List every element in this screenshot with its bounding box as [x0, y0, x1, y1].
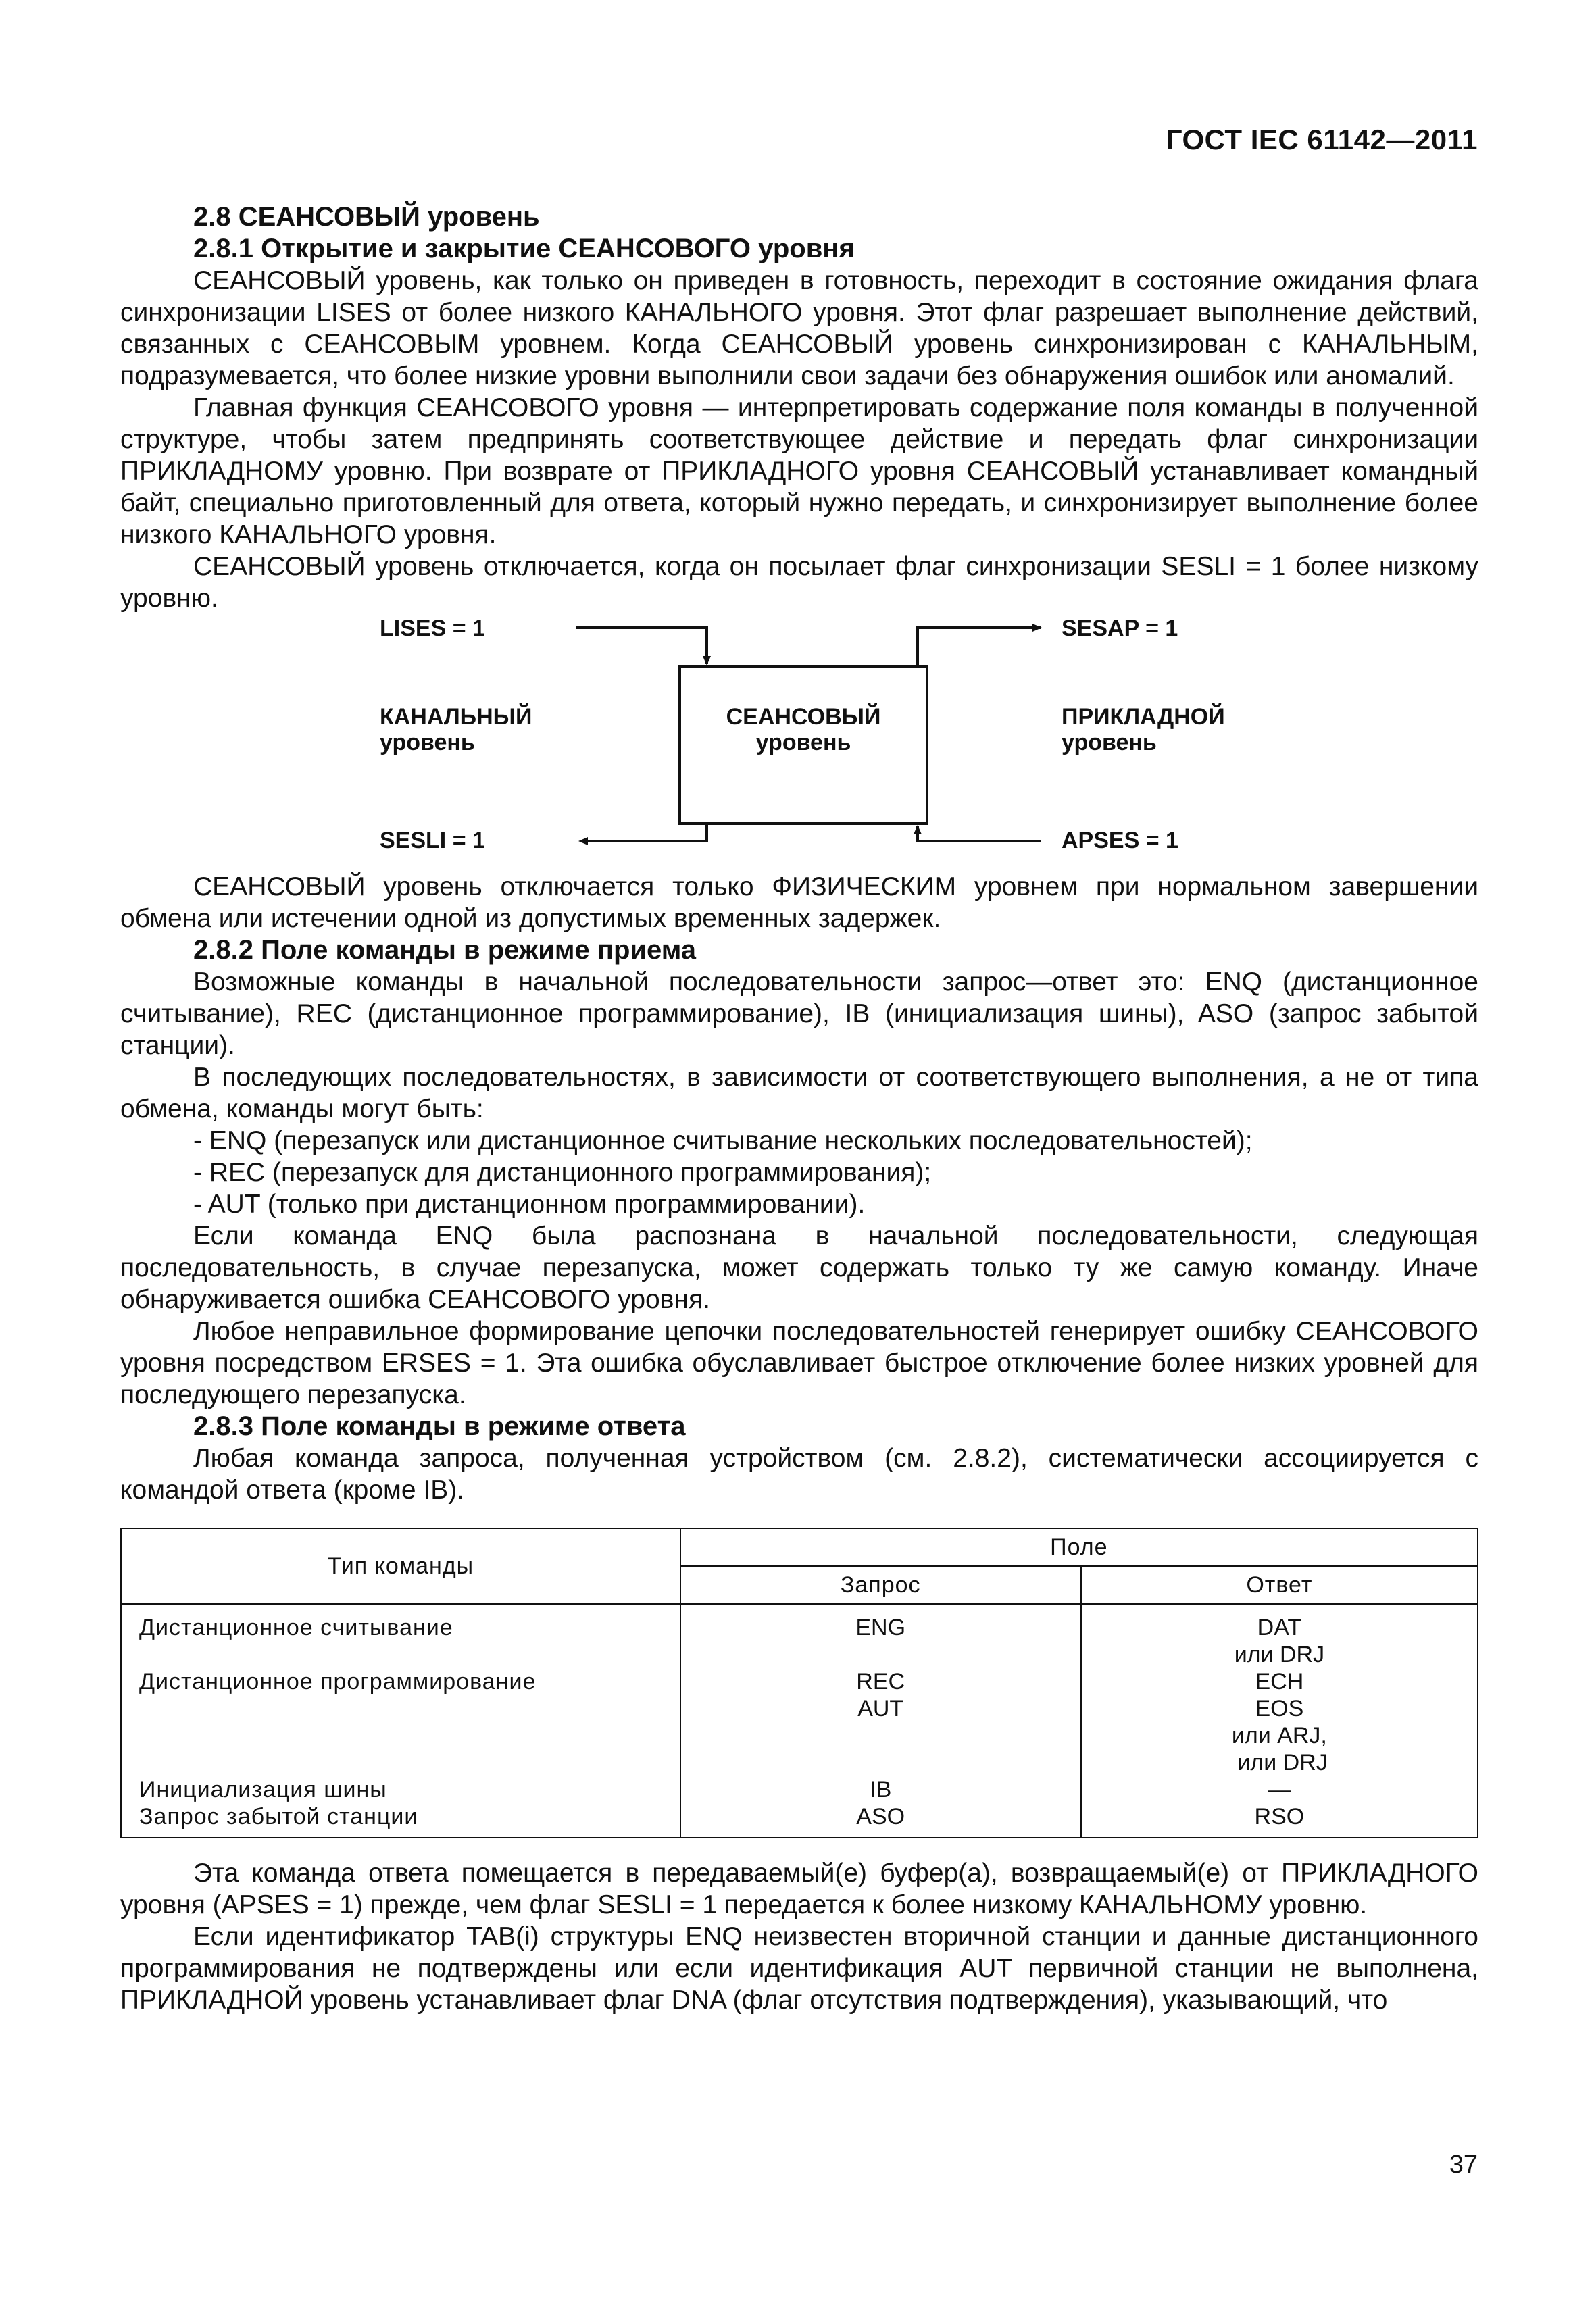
- table-cell: REC: [856, 1669, 905, 1694]
- paragraph: Если команда ENQ была распознана в начальной последовательности, следующая последовательность, в случае перезапуска, может содержать только ту же самую команду. Иначе обнаруживается ошибка СЕАНСОВОГО уровня.: [120, 1222, 1478, 1314]
- table-cell: EOS: [1255, 1696, 1304, 1721]
- header-field: Поле: [680, 1528, 1478, 1566]
- table-cell: [139, 1749, 680, 1776]
- table-cell: ASO: [856, 1804, 905, 1830]
- paragraph: Главная функция СЕАНСОВОГО уровня — интерпретировать содержание поля команды в полученной структуре, чтобы затем предпринять соответствующее действие и передать флаг синхронизации ПРИКЛАДНОМУ уровню. При возврате от ПРИКЛАДНОГО уровня СЕАНСОВЫЙ устанавливает командный байт, специально приготовленный для ответа, который нужно передать, и синхронизирует выполнение более низкого КАНАЛЬНОГО уровня.: [120, 393, 1478, 549]
- apses-arrow: [918, 826, 1041, 841]
- table-cell: [681, 1641, 1080, 1668]
- sesap-label: SESAP = 1: [1062, 615, 1178, 641]
- session-layer-sublabel: уровень: [755, 730, 851, 755]
- table-cell: [681, 1722, 1080, 1749]
- type-column: [121, 1604, 680, 1838]
- header-request: Запрос: [680, 1566, 1081, 1604]
- session-layer-label: СЕАНСОВЫЙ: [726, 704, 881, 730]
- table-row: [121, 1604, 1478, 1838]
- table-header-row: [121, 1528, 1478, 1566]
- table-cell: RSO: [1254, 1804, 1305, 1830]
- application-layer-label: ПРИКЛАДНОЙ: [1062, 704, 1225, 730]
- paragraph: В последующих последовательностях, в зависимости от соответствующего выполнения, а не от типа обмена, команды могут быть:: [120, 1063, 1478, 1124]
- table-cell: IB: [870, 1777, 892, 1803]
- table-cell: [681, 1749, 1080, 1776]
- paragraph: Если идентификатор TAB(i) структуры ENQ неизвестен вторичной станции и данные дистанционного программирования не подтверждены или если идентификация AUT первичной станции не выполнена, ПРИКЛАДНОЙ уровень устанавливает флаг DNA (флаг отсутствия подтверждения), указывающий, что: [120, 1922, 1478, 2015]
- paragraph: Эта команда ответа помещается в передаваемый(е) буфер(а), возвращаемый(е) от ПРИКЛАДНОГО уровня (APSES = 1) прежде, чем флаг SESLI = 1 передается к более низкому КАНАЛЬНОМУ уровню.: [120, 1859, 1478, 1919]
- paragraph: Любая команда запроса, полученная устройством (см. 2.8.2), систематически ассоциируется с командой ответа (кроме IB).: [120, 1444, 1478, 1505]
- paragraph: Возможные команды в начальной последовательности запрос—ответ это: ENQ (дистанционное считывание), REC (дистанционное программирование), IB (инициализация шины), ASO (запрос забытой станции).: [120, 967, 1478, 1060]
- paragraph: СЕАНСОВЫЙ уровень отключается только ФИЗИЧЕСКИМ уровнем при нормальном завершении обмена или истечении одной из допустимых временных задержек.: [120, 872, 1478, 933]
- document-header: ГОСТ IEC 61142—2011: [1166, 124, 1478, 155]
- table-cell: [139, 1641, 680, 1668]
- sesap-arrow: [918, 628, 1041, 667]
- page-content: [120, 201, 1478, 2016]
- table-cell: Дистанционное программирование: [139, 1669, 537, 1694]
- section-title: 2.8 СЕАНСОВЫЙ уровень: [193, 202, 540, 232]
- table-cell: DAT: [1257, 1615, 1302, 1640]
- table-cell: [139, 1695, 680, 1722]
- response-column: [1081, 1604, 1478, 1838]
- header-command-type: Тип команды: [121, 1528, 680, 1604]
- list-item: - ENQ (перезапуск или дистанционное считывание нескольких последовательностей);: [193, 1126, 1253, 1155]
- lises-label: LISES = 1: [380, 615, 485, 641]
- page-number: 37: [1449, 2150, 1478, 2179]
- table-cell: AUT: [857, 1696, 904, 1721]
- paragraph: СЕАНСОВЫЙ уровень отключается, когда он посылает флаг синхронизации SESLI = 1 более низкому уровню.: [120, 552, 1478, 613]
- subsection-title-2-8-2: 2.8.2 Поле команды в режиме приема: [193, 935, 697, 965]
- table-cell: или ARJ,: [1231, 1723, 1327, 1749]
- link-layer-sublabel: уровень: [380, 730, 475, 755]
- link-layer-label: КАНАЛЬНЫЙ: [380, 704, 532, 730]
- paragraph: СЕАНСОВЫЙ уровень, как только он приведен в готовность, переходит в состояние ожидания флага синхронизации LISES от более низкого КАНАЛЬНОГО уровня. Этот флаг разрешает выполнение действий, связанных с СЕАНСОВЫМ уровнем. Когда СЕАНСОВЫЙ уровень синхронизирован с КАНАЛЬНЫМ, подразумевается, что более низкие уровни выполнили свои задачи без обнаружения ошибок или аномалий.: [120, 266, 1478, 391]
- header-response: Ответ: [1081, 1566, 1478, 1604]
- table-cell: или DRJ: [1234, 1642, 1325, 1667]
- lises-arrow: [576, 628, 707, 664]
- sesli-arrow: [580, 824, 707, 841]
- layer-diagram: [120, 615, 1478, 861]
- list-item: - REC (перезапуск для дистанционного программирования);: [193, 1158, 932, 1187]
- table-cell: Дистанционное считывание: [139, 1615, 453, 1640]
- table-cell: или DRJ: [1230, 1750, 1328, 1776]
- table-cell: ENG: [855, 1615, 906, 1640]
- request-column: [680, 1604, 1081, 1838]
- table-cell: —: [1268, 1777, 1291, 1803]
- list-item: - AUT (только при дистанционном программировании).: [193, 1190, 866, 1219]
- table-cell: Запрос забытой станции: [139, 1804, 418, 1830]
- application-layer-sublabel: уровень: [1062, 730, 1157, 755]
- command-table: [120, 1528, 1478, 1838]
- table-cell: Инициализация шины: [139, 1777, 387, 1803]
- table-cell: [139, 1722, 680, 1749]
- apses-label: APSES = 1: [1062, 828, 1178, 853]
- table-cell: ECH: [1255, 1669, 1304, 1694]
- sesli-label: SESLI = 1: [380, 828, 485, 853]
- subsection-title-2-8-3: 2.8.3 Поле команды в режиме ответа: [193, 1411, 686, 1441]
- paragraph: Любое неправильное формирование цепочки последовательностей генерирует ошибку СЕАНСОВОГО уровня посредством ERSES = 1. Эта ошибка обуславливает быстрое отключение более низких уровней для последующего перезапуска.: [120, 1317, 1478, 1409]
- subsection-title-2-8-1: 2.8.1 Открытие и закрытие СЕАНСОВОГО уровня: [193, 234, 855, 263]
